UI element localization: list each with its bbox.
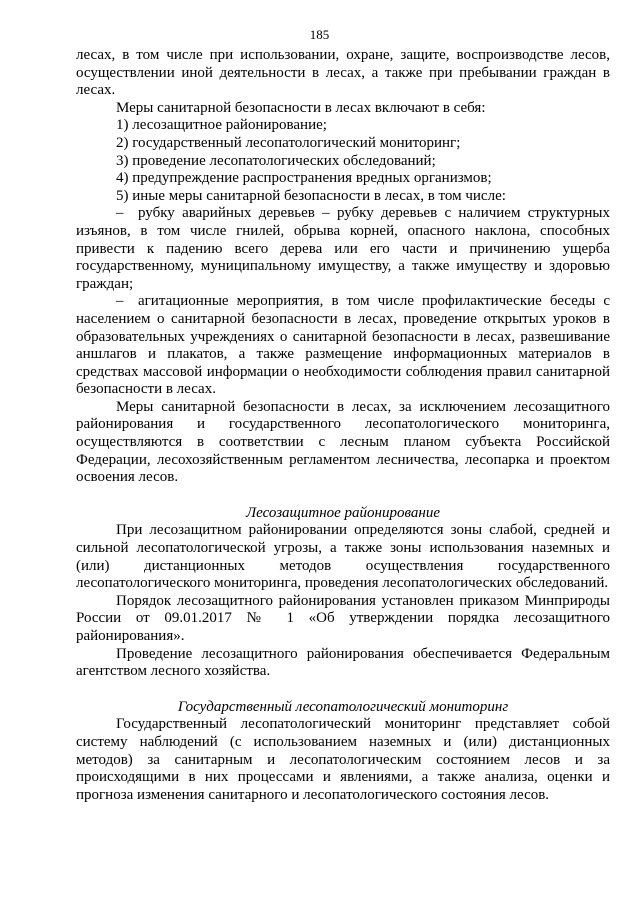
dash-marker: – [116, 205, 124, 222]
page-content [76, 47, 610, 804]
spacer [76, 681, 610, 699]
spacer [76, 487, 610, 505]
paragraph-zoning-3: Проведение лесозащитного районирования обеспечивается Федеральным агентством лесного хозяйства. [76, 645, 610, 680]
dash-item-text: рубку аварийных деревьев – рубку деревьев с наличием структурных изъянов, в том числе гнилей, обрыва корней, опасного наклона, способных привести к падению всего дерева или его части и причинению ущерба государственному, муниципальному имуществу, а также имуществу и здоровью граждан; [76, 205, 610, 292]
dash-item-campaigns [76, 293, 610, 399]
paragraph-continuation: лесах, в том числе при использовании, охране, защите, воспроизводстве лесов, осуществлении иной деятельности в лесах, а также при пребывании граждан в лесах. [76, 47, 610, 99]
list-item-1: 1) лесозащитное районирование; [116, 117, 327, 134]
paragraph-monitoring-1: Государственный лесопатологический мониторинг представляет собой систему наблюдений (с использованием наземных и (или) дистанционных методов) за санитарным и лесопатологическим состоянием лесов и за происходящими в них процессами и явлениями, а также анализа, оценки и прогноза изменения санитарного и лесопатологического состояния лесов. [76, 716, 610, 803]
paragraph-measures-intro: Меры санитарной безопасности в лесах включают в себя: [116, 99, 486, 116]
list-item-2: 2) государственный лесопатологический мониторинг; [116, 134, 461, 151]
dash-item-emergency-felling [76, 205, 610, 293]
list-item-3: 3) проведение лесопатологических обследований; [116, 152, 436, 169]
dash-marker: – [116, 293, 124, 310]
section-heading-monitoring: Государственный лесопатологический мониторинг [177, 698, 509, 715]
list-item-4: 4) предупреждение распространения вредных организмов; [116, 170, 492, 187]
list-item-5: 5) иные меры санитарной безопасности в лесах, в том числе: [116, 187, 506, 204]
page-number: 185 [309, 27, 330, 42]
dash-item-text: агитационные мероприятия, в том числе профилактические беседы с населением о санитарной безопасности в лесах, проведение открытых уроков в образовательных учреждениях о санитарной безопасности в лесах, развешивание аншлагов и плакатов, а также размещение информационных материалов в средствах массовой информации о необходимости соблюдения правил санитарной безопасности в лесах. [76, 293, 610, 398]
paragraph-zoning-2: Порядок лесозащитного районирования установлен приказом Минприроды России от 09.01.2017 № 1 «Об утверждении порядка лесозащитного районирования». [76, 592, 610, 644]
paragraph-after-list: Меры санитарной безопасности в лесах, за исключением лесозащитного районирования и государственного лесопатологического мониторинга, осуществляются в соответствии с лесным планом субъекта Российской Федерации, лесохозяйственным регламентом лесничества, лесопарка и проектом освоения лесов. [76, 398, 610, 486]
paragraph-zoning-1: При лесозащитном районировании определяются зоны слабой, средней и сильной лесопатологической угрозы, а также зоны использования наземных и (или) дистанционных методов осуществления государственного лесопатологического мониторинга, проведения лесопатологических обследований. [76, 522, 610, 592]
section-heading-zoning: Лесозащитное районирование [245, 504, 440, 521]
